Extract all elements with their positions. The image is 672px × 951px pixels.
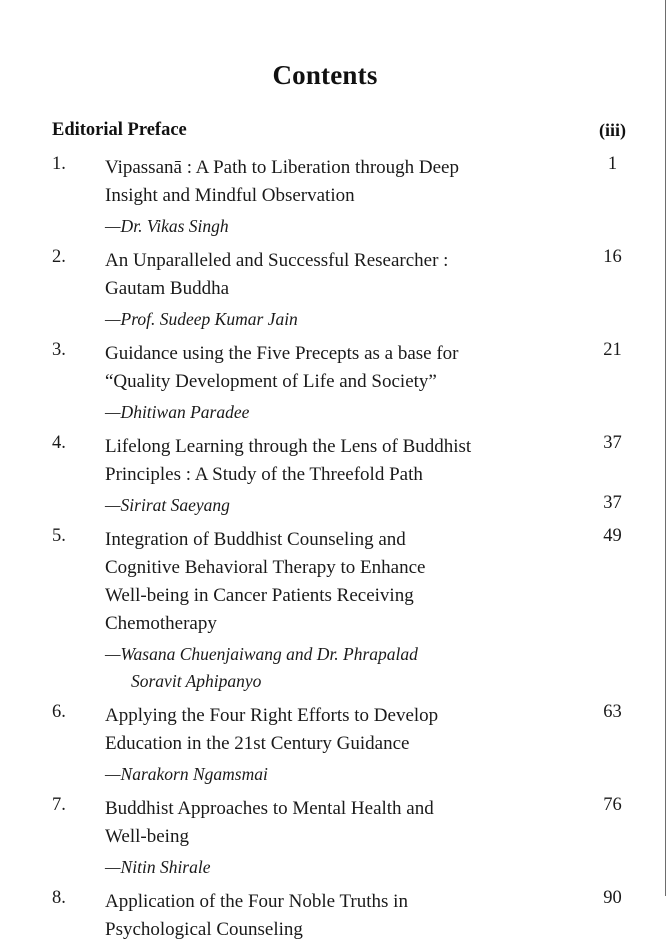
toc-entry-title-line: Application of the Four Noble Truths in (105, 891, 408, 912)
toc-entry (0, 433, 672, 526)
toc-entry-number: 2. (52, 247, 66, 267)
toc-entry-author-line: —Narakorn Ngamsmai (105, 764, 268, 784)
toc-entry-authors (105, 399, 555, 426)
toc-entry-body (105, 433, 555, 519)
toc-entry-title-line: Education in the 21st Century Guidance (105, 733, 410, 754)
toc-entry-title-line: Applying the Four Right Efforts to Develop (105, 705, 439, 726)
toc-entry-page-number: 37 (603, 433, 622, 453)
preface-page-number: (iii) (599, 120, 626, 140)
toc-entry-body (105, 888, 555, 944)
toc-entry-number: 1. (52, 154, 66, 174)
toc-entry-author-line: —Wasana Chuenjaiwang and Dr. Phrapalad (105, 644, 418, 664)
toc-entry-body (105, 526, 555, 695)
toc-entry (0, 888, 672, 951)
toc-entry-number: 6. (52, 702, 66, 722)
toc-entry-body (105, 247, 555, 333)
toc-entry-number: 3. (52, 340, 66, 360)
toc-entry (0, 795, 672, 888)
toc-entry-title-line: Well-being (105, 826, 189, 847)
toc-entry-list (0, 154, 672, 951)
toc-entry-author-line: —Prof. Sudeep Kumar Jain (105, 309, 298, 329)
toc-entry-page-number-secondary: 37 (603, 493, 622, 513)
toc-entry-title-line: Buddhist Approaches to Mental Health and (105, 798, 434, 819)
table-of-contents (0, 120, 672, 951)
toc-entry (0, 247, 672, 340)
toc-entry-page-number: 21 (603, 340, 622, 360)
toc-entry-title-line: Psychological Counseling (105, 919, 303, 940)
toc-entry-page-number: 90 (603, 888, 622, 908)
toc-entry-number: 4. (52, 433, 66, 453)
toc-entry-author-line: —Dhitiwan Paradee (105, 402, 250, 422)
toc-entry-authors (105, 213, 555, 240)
toc-entry-authors (105, 492, 555, 519)
toc-entry (0, 340, 672, 433)
toc-entry-body (105, 702, 555, 788)
toc-entry-authors (105, 854, 555, 881)
toc-entry-author-line: Soravit Aphipanyo (131, 671, 262, 691)
toc-entry-title-line: An Unparalleled and Successful Researcher : (105, 250, 449, 271)
toc-entry (0, 154, 672, 247)
toc-entry-preface (0, 120, 672, 154)
toc-entry-title-line: Guidance using the Five Precepts as a base for (105, 343, 459, 364)
page-title: Contents (272, 60, 378, 91)
toc-entry (0, 526, 672, 702)
toc-entry-title-line: Integration of Buddhist Counseling and (105, 529, 406, 550)
toc-entry-body (105, 795, 555, 881)
toc-entry-title-line: Principles : A Study of the Threefold Path (105, 464, 423, 485)
toc-entry-title-line: Cognitive Behavioral Therapy to Enhance (105, 557, 426, 578)
toc-entry-body (105, 340, 555, 426)
preface-label: Editorial Preface (52, 120, 187, 140)
toc-entry-title-line: Chemotherapy (105, 613, 217, 634)
toc-entry-number: 5. (52, 526, 66, 546)
toc-entry-page-number: 63 (603, 702, 622, 722)
toc-entry-authors (105, 641, 555, 695)
toc-entry-number: 8. (52, 888, 66, 908)
toc-entry-author-line: —Nitin Shirale (105, 857, 211, 877)
toc-entry-page-number: 1 (607, 154, 618, 174)
toc-entry-authors (105, 306, 555, 333)
toc-entry-authors (105, 761, 555, 788)
toc-entry-title-line: Vipassanā : A Path to Liberation through Deep (105, 157, 459, 178)
toc-entry-author-line: —Dr. Vikas Singh (105, 216, 229, 236)
toc-entry-title-line: “Quality Development of Life and Society” (105, 371, 437, 392)
toc-entry-number: 7. (52, 795, 66, 815)
toc-entry-title-line: Insight and Mindful Observation (105, 185, 355, 206)
toc-entry-author-line: —Sirirat Saeyang (105, 495, 230, 515)
toc-entry-title-line: Gautam Buddha (105, 278, 230, 299)
toc-entry (0, 702, 672, 795)
toc-entry-title-line: Well-being in Cancer Patients Receiving (105, 585, 414, 606)
toc-entry-page-number: 49 (603, 526, 622, 546)
toc-entry-page-number: 76 (603, 795, 622, 815)
toc-entry-title-line: Lifelong Learning through the Lens of Buddhist (105, 436, 472, 457)
toc-entry-page-number: 16 (603, 247, 622, 267)
toc-entry-body (105, 154, 555, 240)
